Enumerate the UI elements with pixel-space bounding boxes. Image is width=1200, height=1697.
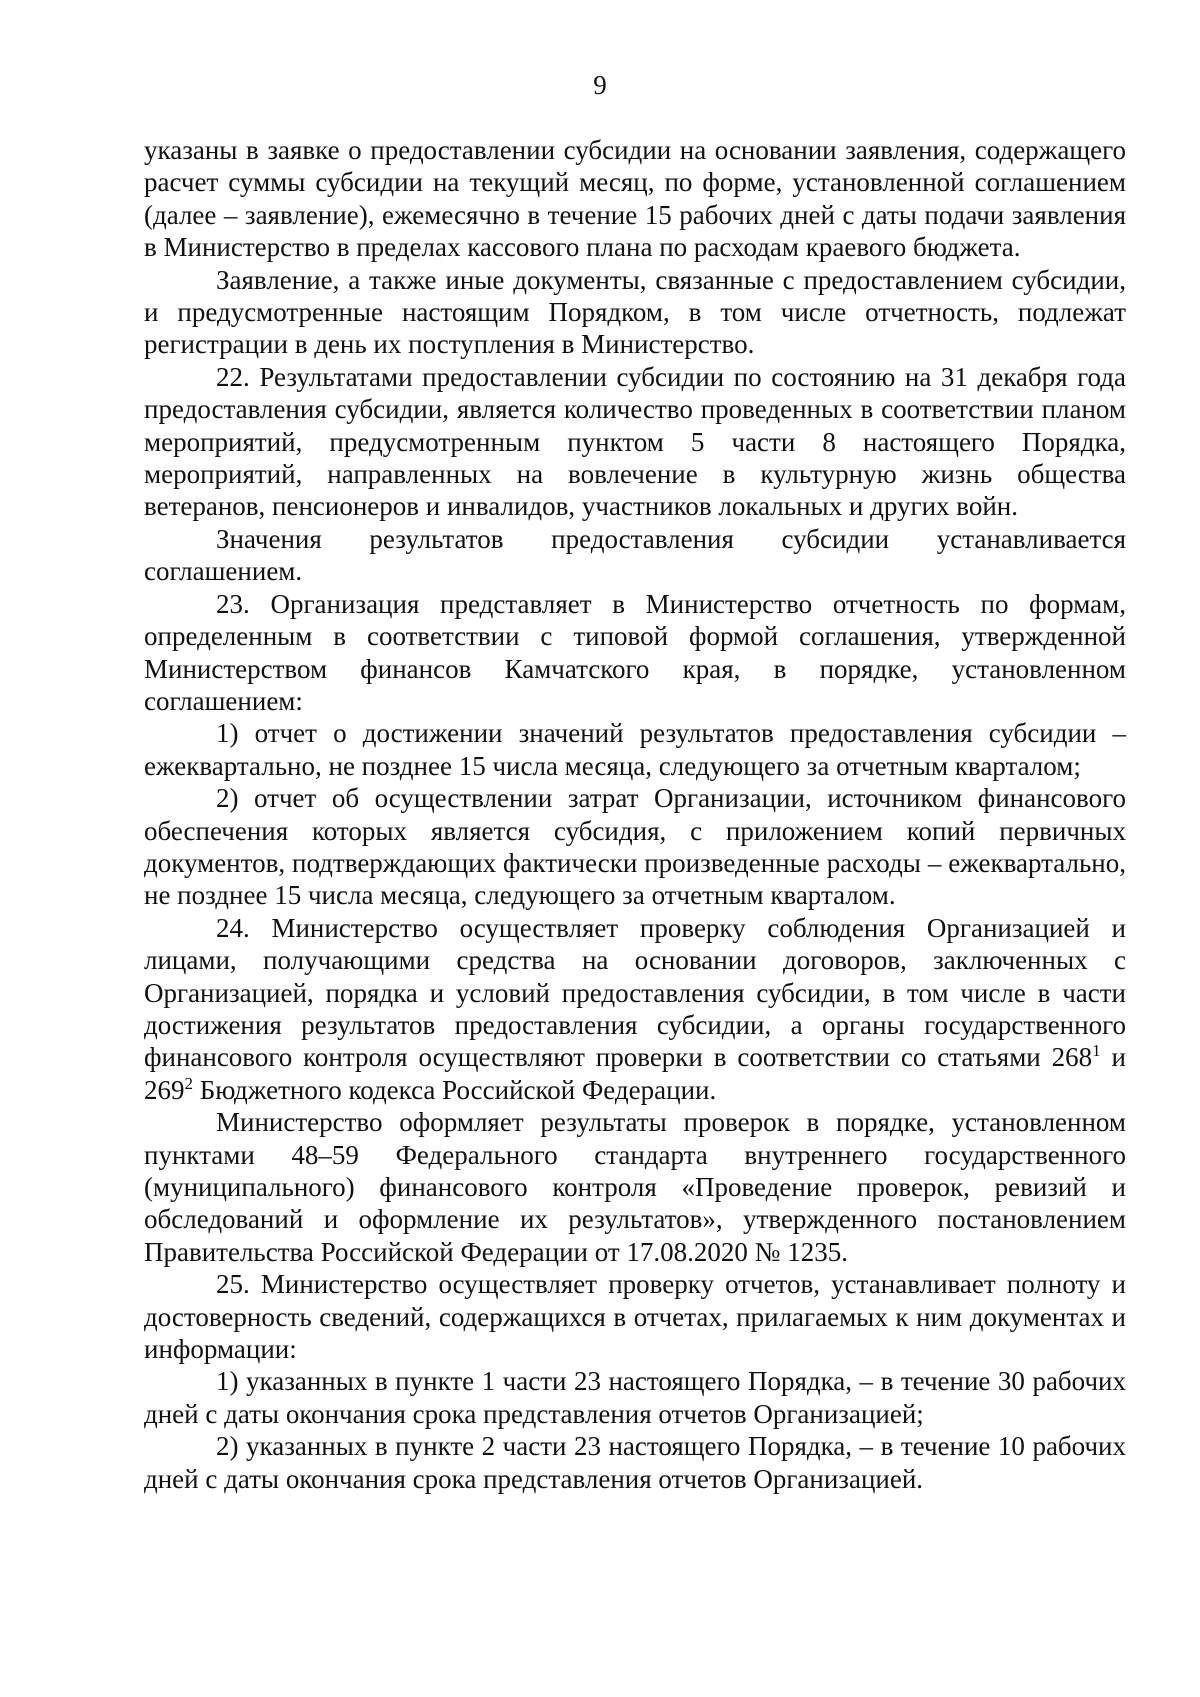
superscript-number: 1	[1092, 1041, 1101, 1061]
paragraph	[144, 523, 1126, 588]
paragraph	[144, 782, 1126, 912]
paragraph-text: Министерство оформляет результаты проверок в порядке, установленном пунктами 48–59 Федерального стандарта внутреннего государственного (муниципального) финансового контроля «Проведение проверок, ревизий и обследований и оформление их результатов», утвержденного постановлением Правительства Российской Федерации от 17.08.2020 № 1235.	[144, 1107, 1126, 1267]
paragraph	[144, 1106, 1126, 1268]
paragraph	[144, 134, 1126, 264]
paragraph	[144, 912, 1126, 1106]
paragraph-text: Бюджетного кодекса Российской Федерации.	[193, 1074, 717, 1105]
paragraph	[144, 588, 1126, 718]
paragraph-text: 1) отчет о достижении значений результатов предоставления субсидии – ежеквартально, не позднее 15 числа месяца, следующего за отчетным кварталом;	[144, 718, 1126, 781]
paragraph-text: 25. Министерство осуществляет проверку отчетов, устанавливает полноту и достоверность сведений, содержащихся в отчетах, прилагаемых к ним документах и информации:	[144, 1269, 1126, 1365]
paragraph-text: 23. Организация представляет в Министерство отчетность по формам, определенным в соответствии с типовой формой соглашения, утвержденной Министерством финансов Камчатского края, в порядке, установленном соглашением:	[144, 588, 1126, 716]
document-body	[144, 134, 1126, 1495]
paragraph-text: указаны в заявке о предоставлении субсидии на основании заявления, содержащего расчет суммы субсидии на текущий месяц, по форме, установленной соглашением (далее – заявление), ежемесячно в течение 15 рабочих дней с даты подачи заявления в Министерство в пределах кассового плана по расходам краевого бюджета.	[144, 135, 1126, 263]
paragraph-text: и 269	[144, 1042, 1126, 1105]
paragraph	[144, 361, 1126, 523]
paragraph-text: 1) указанных в пункте 1 части 23 настоящего Порядка, – в течение 30 рабочих дней с даты окончания срока представления отчетов Организацией;	[144, 1366, 1126, 1429]
paragraph-text: 2) отчет об осуществлении затрат Организации, источником финансового обеспечения которых является субсидия, с приложением копий первичных документов, подтверждающих фактически произведенные расходы – ежеквартально, не позднее 15 числа месяца, следующего за отчетным кварталом.	[144, 783, 1126, 911]
paragraph	[144, 264, 1126, 361]
paragraph	[144, 717, 1126, 782]
paragraph	[144, 1268, 1126, 1365]
paragraph	[144, 1430, 1126, 1495]
paragraph-text: Заявление, а также иные документы, связанные с предоставлением субсидии, и предусмотренные настоящим Порядком, в том числе отчетность, подлежат регистрации в день их поступления в Министерство.	[144, 264, 1126, 360]
paragraph-text: Значения результатов предоставления субсидии устанавливается соглашением.	[144, 523, 1126, 587]
superscript-number: 2	[184, 1073, 193, 1093]
paragraph	[144, 1365, 1126, 1430]
page-number: 9	[593, 70, 607, 100]
paragraph-text: 22. Результатами предоставлении субсидии по состоянию на 31 декабря года предоставления субсидии, является количество проведенных в соответствии планом мероприятий, предусмотренным пунктом 5 части 8 настоящего Порядка, мероприятий, направленных на вовлечение в культурную жизнь общества ветеранов, пенсионеров и инвалидов, участников локальных и других войн.	[144, 361, 1126, 522]
paragraph-text: 24. Министерство осуществляет проверку соблюдения Организацией и лицами, получающими средства на основании договоров, заключенных с Организацией, порядка и условий предоставления субсидии, в том числе в части достижения результатов предоставления субсидии, а органы государственного финансового контроля осуществляют проверки в соответствии со статьями 268	[144, 912, 1126, 1073]
paragraph-text: 2) указанных в пункте 2 части 23 настоящего Порядка, – в течение 10 рабочих дней с даты окончания срока представления отчетов Организацией.	[144, 1431, 1126, 1494]
